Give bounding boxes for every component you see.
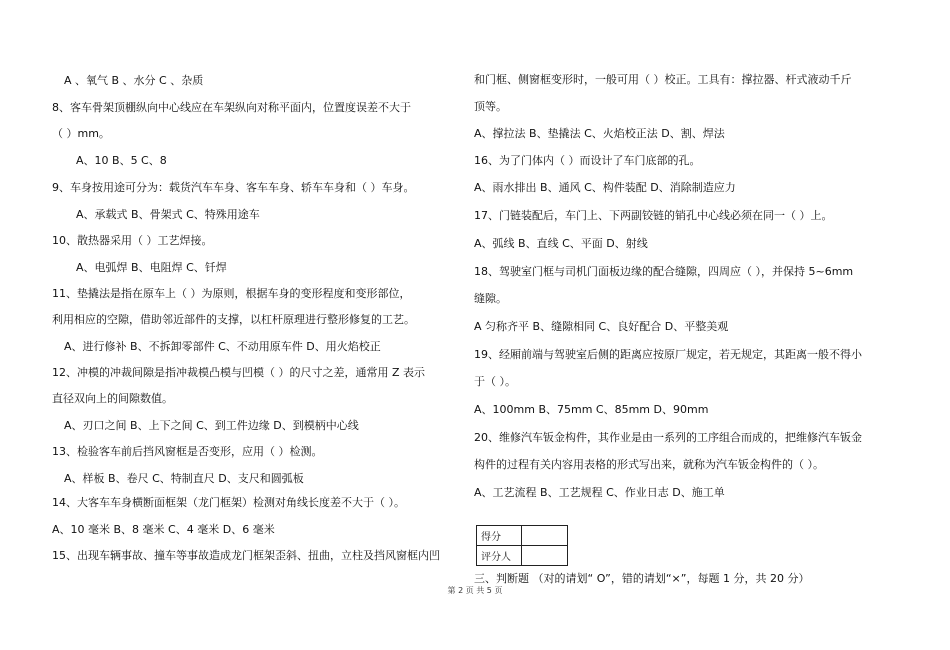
question-13: 13、检验客车前后挡风窗框是否变形，应用（ ）检测。 xyxy=(52,445,323,458)
options: A、10 毫米 B、8 毫米 C、4 毫米 D、6 毫米 xyxy=(52,523,275,536)
question-16: 16、为了门体内（ ）而设计了车门底部的孔。 xyxy=(474,154,701,167)
question-8: 8、客车骨架顶棚纵向中心线应在车架纵向对称平面内，位置度误差不大于 xyxy=(52,101,411,114)
question-10: 10、散热器采用（ ）工艺焊接。 xyxy=(52,234,213,247)
score-table xyxy=(476,525,568,566)
options: A 匀称齐平 B、缝隙相同 C、良好配合 D、平整美观 xyxy=(474,320,729,333)
text-line: 缝隙。 xyxy=(474,292,507,305)
options: A、10 B、5 C、8 xyxy=(76,154,167,167)
section-heading: 三、判断题 （对的请划“ O”，错的请划“×”，每题 1 分，共 20 分） xyxy=(474,572,810,585)
options: A、雨水排出 B、通风 C、构件装配 D、消除制造应力 xyxy=(474,181,736,194)
text-line: （ ）mm。 xyxy=(52,127,110,140)
question-11: 11、垫撬法是指在原车上（ ）为原则，根据车身的变形程度和变形部位， xyxy=(52,287,411,300)
question-14: 14、大客车车身横断面框架（龙门框架）检测对角线长度差不大于（ ）。 xyxy=(52,496,405,509)
options: A、进行修补 B、不拆卸零部件 C、不动用原车件 D、用火焰校正 xyxy=(64,340,381,353)
text-line: 直径双向上的间隙数值。 xyxy=(52,392,173,405)
question-12: 12、冲模的冲裁间隙是指冲裁模凸模与凹模（ ）的尺寸之差，通常用 Z 表示 xyxy=(52,366,426,379)
question-20: 20、维修汽车钣金构件，其作业是由一系列的工序组合而成的，把维修汽车钣金 xyxy=(474,431,862,444)
text-line: 构件的过程有关内容用表格的形式写出来，就称为汽车钣金构件的（ ）。 xyxy=(474,458,824,471)
text-line: A 、氧气 B 、水分 C 、杂质 xyxy=(64,74,204,87)
text-line: 顶等。 xyxy=(474,100,507,113)
grader-label: 评分人 xyxy=(477,546,522,566)
text-line: 和门框、侧窗框变形时，一般可用（ ）校正。工具有：撑拉器、杆式液动千斤 xyxy=(474,73,852,86)
options: A、刃口之间 B、上下之间 C、到工件边缘 D、到模柄中心线 xyxy=(64,419,359,432)
page-footer: 第 2 页 共 5 页 xyxy=(447,586,503,595)
question-15: 15、出现车辆事故、撞车等事故造成龙门框架歪斜、扭曲，立柱及挡风窗框内凹 xyxy=(52,549,440,562)
options: A、弧线 B、直线 C、平面 D、射线 xyxy=(474,237,648,250)
grader-cell xyxy=(522,546,568,566)
text-line: 利用相应的空隙，借助邻近部件的支撑，以杠杆原理进行整形修复的工艺。 xyxy=(52,313,415,326)
question-18: 18、驾驶室门框与司机门面板边缘的配合缝隙，四周应（ ），并保持 5~6mm xyxy=(474,265,854,278)
options: A、撑拉法 B、垫撬法 C、火焰校正法 D、割、焊法 xyxy=(474,127,725,140)
score-label: 得分 xyxy=(477,526,522,546)
question-17: 17、门链装配后，车门上、下两副铰链的销孔中心线必须在同一（ ）上。 xyxy=(474,209,833,222)
options: A、工艺流程 B、工艺规程 C、作业日志 D、施工单 xyxy=(474,486,725,499)
score-cell xyxy=(522,526,568,546)
options: A、承载式 B、骨架式 C、特殊用途车 xyxy=(76,208,260,221)
options: A、样板 B、卷尺 C、特制直尺 D、支尺和圆弧板 xyxy=(64,472,304,485)
options: A、电弧焊 B、电阻焊 C、钎焊 xyxy=(76,261,227,274)
options: A、100mm B、75mm C、85mm D、90mm xyxy=(474,403,709,416)
question-19: 19、经厢前端与驾驶室后侧的距离应按原厂规定，若无规定，其距离一般不得小 xyxy=(474,348,862,361)
text-line: 于（ ）。 xyxy=(474,375,516,388)
question-9: 9、车身按用途可分为：载货汽车车身、客车车身、轿车车身和（ ）车身。 xyxy=(52,181,415,194)
